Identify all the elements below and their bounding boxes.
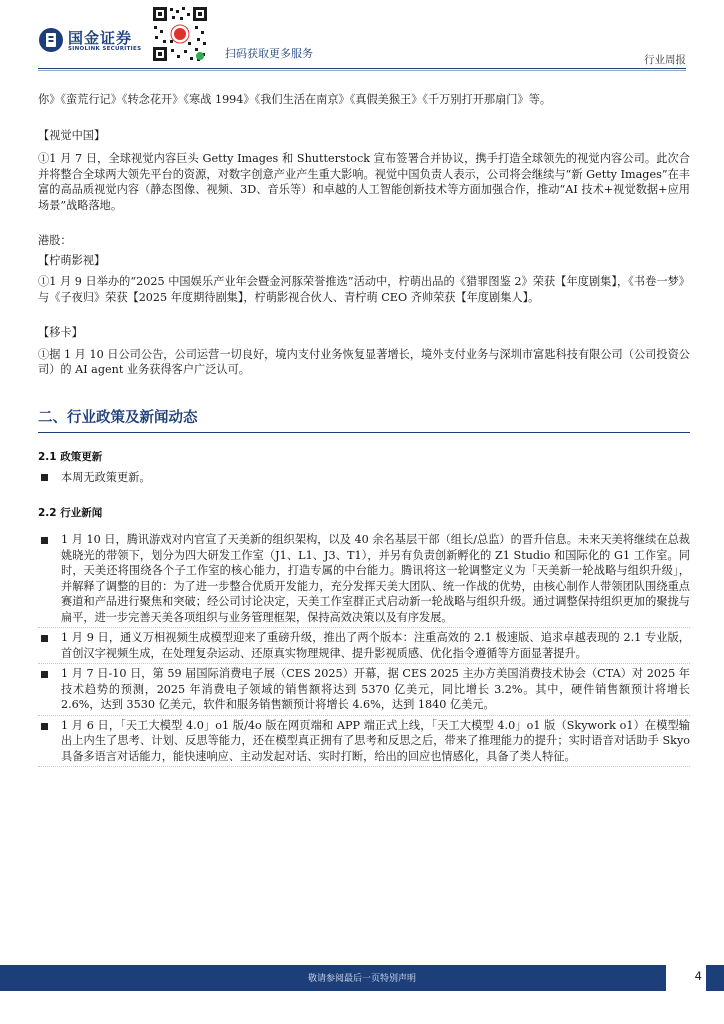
bullet-square-icon <box>41 635 48 642</box>
header-divider-thin <box>38 70 686 71</box>
footer-disclaimer: 敬请参阅最后一页特别声明 <box>307 974 416 984</box>
sinolink-logo-icon <box>38 27 64 53</box>
bullet-square-icon <box>41 671 48 678</box>
sinolink-logo <box>38 26 148 56</box>
list-item <box>38 470 690 486</box>
list-item <box>38 664 690 716</box>
bullet-square-icon <box>41 537 48 544</box>
hk-stock-label: 港股： <box>38 234 72 247</box>
bullet-square-icon <box>41 474 48 481</box>
subsection-title-news: 2.2 行业新闻 <box>38 507 103 519</box>
company-heading-linmon: 【柠萌影视】 <box>38 253 106 267</box>
list-item <box>38 716 690 768</box>
report-type-label: 行业周报 <box>644 54 686 66</box>
logo-chinese-name: 国金证券 <box>68 29 133 47</box>
company-heading-vcg: 【视觉中国】 <box>38 128 106 142</box>
continued-title-list: 你》《蛮荒行记》《转念花开》《寒战 1994》《我们生活在南京》《真假美猴王》《千万别打开那扇门》等。 <box>38 93 552 106</box>
industry-news-list <box>38 526 690 767</box>
subsection-title-policy: 2.1 政策更新 <box>38 450 103 463</box>
report-body <box>38 92 690 767</box>
company-heading-yeahka: 【移卡】 <box>38 326 83 339</box>
company-note-vcg: ①1 月 7 日，全球视觉内容巨头 Getty Images 和 Shutterstock 宣布签署合并协议，携手打造全球领先的视觉内容公司。此次合并将整合全球两大领先平台的资源，对数字创意产业产生重大影响。视觉中国负责人表示，公司将会继续与“新 Getty Images”在丰富的高品质视觉内容（静态图像、视频、3D、音乐等）和卓越的人工智能创新技术等方面加强合作，推动“AI 技术+视觉数据+应用场景”战略落地。 <box>38 152 690 212</box>
bullet-square-icon <box>41 723 48 730</box>
news-text-ces: 1 月 7 日-10 日，第 59 届国际消费电子展（CES 2025）开幕，据 CES 2025 主办方美国消费技术协会（CTA）对 2025 年技术趋势的预测，2025 年消费电子领域的销售额将达到 5370 亿美元，同比增长 3.2%。其中，硬件销售额预计将增长 2.6%，达到 3530 亿美元，软件和服务销售额预计将增长 4.6%，达到 1840 亿美元。 <box>61 667 690 711</box>
header-divider <box>38 68 686 69</box>
list-item <box>38 530 690 628</box>
logo-english-name: SINOLINK SECURITIES <box>68 46 142 52</box>
page-number: 4 <box>694 969 702 983</box>
company-note-linmon: ①1 月 9 日举办的“2025 中国娱乐产业年会暨金河豚荣誉推选”活动中，柠萌出品的《猎罪图鉴 2》荣获【年度剧集】，《书卷一梦》与《子夜归》荣获【2025 年度期待剧集】，柠萌影视合伙人、青柠萌 CEO 齐帅荣获【年度剧集人】。 <box>38 275 690 304</box>
page-header <box>0 0 724 70</box>
news-text-skywork: 1 月 6 日，「天工大模型 4.0」o1 版/4o 版在网页端和 APP 端正式上线，「天工大模型 4.0」o1 版（Skywork o1）在模型输出上内生了思考、计划、反思等能力，还在模型真正拥有了思考和反思之后，带来了推理能力的提升；实时语音对话助手 Skyo 具备多语言对话能力，能快速响应、主动发起对话、实时打断，给出的回应也情感化，具备了类人特征。 <box>61 718 690 763</box>
policy-update-text: 本周无政策更新。 <box>61 470 151 484</box>
qr-caption: 扫码获取更多服务 <box>225 47 313 60</box>
list-item <box>38 628 690 664</box>
section-title-policy-news: 二、行业政策及新闻动态 <box>38 406 690 433</box>
page-footer <box>0 965 724 991</box>
qr-code-icon[interactable] <box>150 4 210 64</box>
news-text-wanxiang: 1 月 9 日，通义万相视频生成模型迎来了重磅升级，推出了两个版本：注重高效的 2.1 极速版、追求卓越表现的 2.1 专业版，首创汉字视频生成，在处理复杂运动、还原真实物理规律、提升影视质感、优化指令遵循等方面显著提升。 <box>61 631 690 660</box>
company-note-yeahka: ①据 1 月 10 日公司公告，公司运营一切良好，境内支付业务恢复显著增长，境外支付业务与深圳市富匙科技有限公司（公司投资公司）的 AI agent 业务获得客户广泛认可。 <box>38 347 690 376</box>
news-text-tencent: 1 月 10 日，腾讯游戏对内官宣了天美新的组织架构，以及 40 余名基层干部（组长/总监）的晋升信息。未来天美将继续在总裁姚晓光的带领下，划分为四大研发工作室（J1、L1、J3、T1），并另有负责创新孵化的 Z1 Studio 和国际化的 G1 工作室。同时，天美还将围绕各个子工作室的核心能力，打造专属的中台能力。腾讯将这一轮调整定义为「天美新一轮战略与组织升级」，并解释了调整的目的：为了进一步整合优质开发能力，充分发挥天美大团队、统一作战的优势，由核心制作人带领团队围绕重点赛道和产品进行聚焦和突破；经公司讨论决定，天美工作室群正式启动新一轮战略与组织升级。通过调整保持组织更加的聚拢与扁平，进一步完善天美各项组织与业务管理框架，保持高效决策以及有序发展。 <box>61 533 690 624</box>
